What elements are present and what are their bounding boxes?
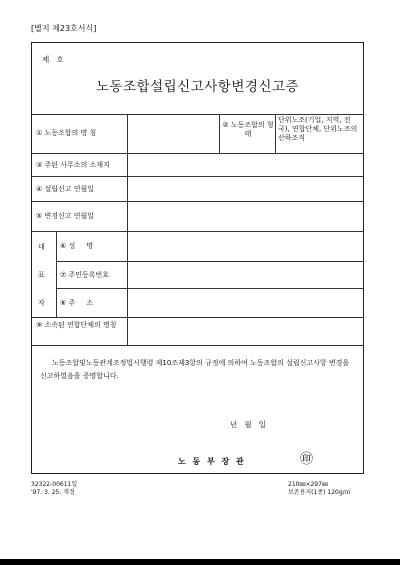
- row-divider: [32, 114, 363, 115]
- column-divider: [219, 114, 220, 153]
- row-divider: [32, 201, 363, 202]
- issue-date: 년 월 일: [230, 420, 267, 429]
- rep-resident-no-field[interactable]: [129, 263, 361, 287]
- representative-char: 표: [38, 271, 45, 279]
- certification-text: 노동조합및노동관계조정법시행령 제10조제3항의 규정에 의하여 노동조합의 설립신고사항 변경을 신고하였음을 증명합니다.: [40, 359, 350, 380]
- union-name-field[interactable]: [129, 116, 217, 151]
- row-divider: [56, 261, 363, 262]
- form-title: 노동조합설립신고사항변경신고증: [95, 79, 300, 95]
- establishment-date-label: ④ 설립신고 연월일: [36, 185, 95, 193]
- number-label: 제 호: [42, 55, 64, 64]
- rep-address-field[interactable]: [129, 290, 361, 316]
- footer-code: 32322-00611일: [31, 481, 78, 488]
- column-divider: [127, 231, 128, 345]
- column-divider: [56, 231, 57, 317]
- column-divider: [127, 114, 128, 231]
- establishment-date-field[interactable]: [129, 178, 361, 200]
- row-divider: [32, 176, 363, 177]
- union-type-label: ② 노동조합의 형태: [222, 121, 274, 138]
- footer-size: 210㎜×297㎜: [288, 481, 328, 488]
- affiliated-federation-label: ⑨ 소속된 연합단체의 명칭: [36, 321, 117, 329]
- rep-name-label: ⑥ 성 명: [60, 242, 94, 250]
- office-location-field[interactable]: [129, 155, 361, 175]
- issuer-name: 노 동 부 장 관: [178, 457, 246, 466]
- office-location-label: ③ 주된 사무소의 소재지: [36, 161, 110, 169]
- footer-revised: '97. 3. 25. 개정: [31, 489, 75, 496]
- change-date-field[interactable]: [129, 203, 361, 230]
- rep-address-label: ⑧ 주 소: [60, 299, 94, 307]
- bottom-bar: [0, 559, 400, 565]
- row-divider: [32, 345, 363, 346]
- row-divider: [32, 231, 363, 232]
- seal-icon: ㊞: [300, 452, 314, 467]
- footer-paper: 보존용지(1종) 120g/㎡: [288, 489, 351, 496]
- representative-char: 자: [38, 299, 45, 307]
- column-divider: [275, 114, 276, 153]
- rep-resident-no-label: ⑦ 주민등록번호: [60, 271, 110, 279]
- row-divider: [32, 153, 363, 154]
- row-divider: [32, 317, 363, 318]
- row-divider: [56, 288, 363, 289]
- certificate-form: [31, 42, 364, 474]
- representative-char: 대: [38, 243, 45, 251]
- rep-name-field[interactable]: [129, 233, 361, 260]
- change-date-label: ⑤ 변경신고 연월일: [36, 212, 95, 220]
- affiliated-federation-field[interactable]: [129, 319, 361, 344]
- union-type-value: 단위노조(기업, 지역, 전국), 연합단체, 단위노조의 산하조직: [278, 116, 358, 142]
- union-name-label: ① 노동조합의 명 칭: [36, 129, 97, 137]
- form-number: [별지 제23호서식]: [31, 24, 97, 33]
